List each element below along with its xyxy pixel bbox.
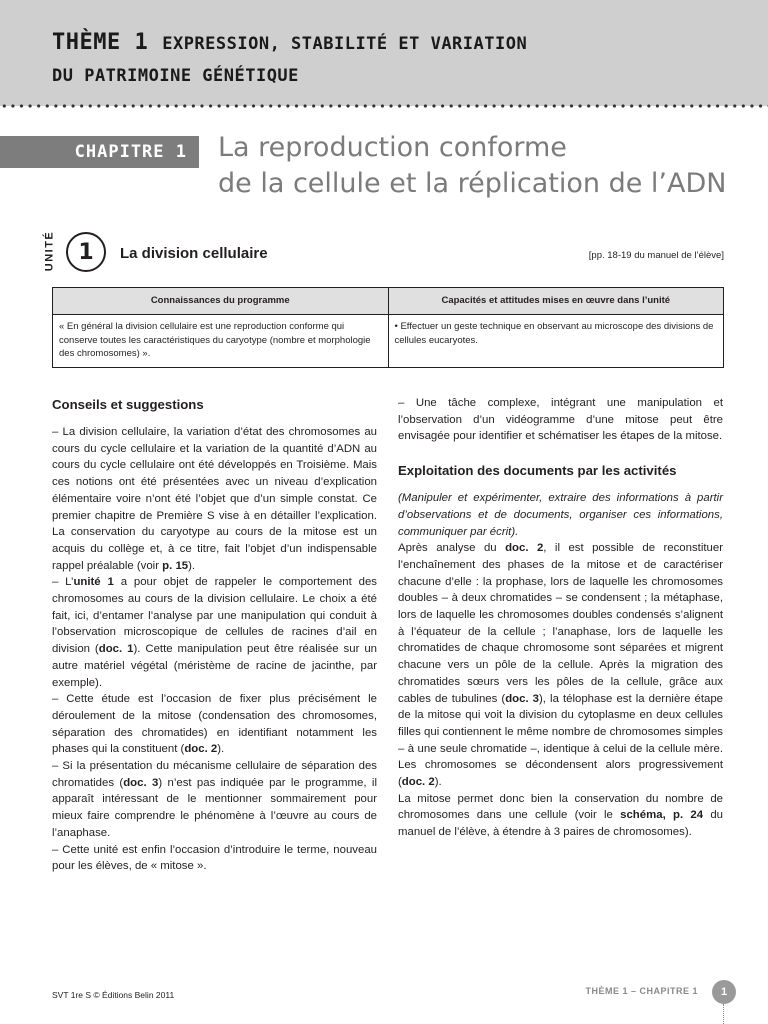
text-span: – Cette étude est l’occasion de fixer plus précisément le déroulement de la mitose (condensation des chromosomes, séparation des chromatides) en identifiant notamment les phases qui la constituent ( (52, 693, 377, 756)
text-span: – L’ (52, 576, 74, 589)
text-span: du manuel de l’élève, à étendre à 3 paires de chromosomes). (398, 809, 723, 839)
skills-note-text: (Manipuler et expérimenter, extraire des informations à partir d’observations et de documents, organiser ces informations, communiquer par écrit). (398, 492, 723, 538)
doc-reference: doc. 2 (184, 743, 218, 756)
documents-heading: Exploitation des documents par les activités (398, 463, 677, 479)
text-span: ) n’est pas indiquée par le programme, il apparaît intéressant de le mentionner sommairement pour mieux faire comprendre le phénomène à l’œuvre au cours de l’anaphase. (52, 776, 377, 839)
unit-vertical-text: UNITÉ (43, 230, 56, 272)
text-span: Après analyse du (398, 542, 506, 555)
program-table (52, 287, 724, 368)
manual-page-reference: [pp. 18-19 du manuel de l’élève] (588, 250, 724, 261)
text-span: – La division cellulaire, la variation d’état des chromosomes au cours du cycle cellulaire et la variation de la quantité d’ADN au cours du cycle cellulaire ont été développés en Troisième. Mais ces notions ont été présentées avec un niveau d’explication élémentaire voire n’ont été l’objet que d’un simple constat. Ce premier chapitre de Première S vise à en détailler l’explication. La conservation du caryotype au cours de la mitose est un acquis du collège et, à ce titre, fait l’objet d’un indispensable rappel préalable (voir (52, 426, 377, 572)
doc-reference: doc. 1 (98, 643, 134, 656)
theme-header-band (0, 0, 768, 106)
chapter-label-box (0, 136, 199, 168)
page-number-badge: 1 (712, 980, 736, 1004)
table-header-row (53, 288, 724, 315)
conclusion-paragraph (398, 791, 723, 841)
complex-task-paragraph: – Une tâche complexe, intégrant une manipulation et l’observation d’un vidéogramme d’une mitose peut être envisagée pour identifier et schématiser les étapes de la mitose. (398, 397, 723, 443)
text-span: ), la télophase est la dernière étape de la mitose qui voit la division du cytoplasme en deux cellules filles qui contiennent le même nombre de chromosomes simples – à une seule chromatide –, identique à celui de la cellule mère. Les chromosomes se décondensent alors progressivement ( (398, 692, 723, 789)
unit-title: La division cellulaire (120, 245, 268, 262)
advice-paragraph-1 (52, 424, 377, 574)
copyright-footer: SVT 1re S © Éditions Belin 2011 (52, 990, 175, 1000)
advice-paragraph-5: – Cette unité est enfin l’occasion d’introduire le terme, nouveau pour les élèves, de « mitose ». (52, 843, 377, 873)
mitosis-phases-paragraph (398, 540, 723, 791)
theme-title-line-2: DU PATRIMOINE GÉNÉTIQUE (52, 66, 299, 86)
left-column (52, 395, 377, 875)
page-reference: p. 15 (162, 559, 189, 572)
advice-paragraph-3 (52, 691, 377, 758)
doc-reference: doc. 2 (505, 542, 544, 555)
theme-label: THÈME 1 (52, 30, 149, 55)
skills-note (398, 490, 723, 540)
theme-heading-line-1 (52, 30, 527, 55)
table-cell-skills: • Effectuer un geste technique en observant au microscope des divisions de cellules eucaryotes. (388, 315, 724, 368)
unit-number-badge: 1 (66, 232, 106, 272)
text-span: , il est possible de reconstituer l’enchaînement des phases de la mitose et de caractériser chacune d’elle : la prophase, lors de laquelle les chromosomes doubles – à deux chromatides – se condensent ; la métaphase, lors de laquelle les chromosomes doubles condensés s’alignent à l’équateur de la cellule ; l’anaphase, lors de laquelle les chromatides de chaque chromosome sont séparées et migrent chacune vers un pôle de la cellule. Après la migration des chromatides sœurs vers les pôles de la cellule, grâce aux cables de tubulines ( (398, 542, 723, 705)
unit-vertical-label (42, 232, 56, 272)
text-span: ). (217, 743, 225, 756)
unit-reference: unité 1 (73, 576, 114, 589)
right-column (398, 395, 723, 841)
chapter-label: CHAPITRE 1 (74, 142, 187, 162)
doc-reference: doc. 2 (401, 776, 435, 789)
doc-reference: doc. 3 (505, 692, 540, 705)
text-span: La mitose permet donc bien la conservation du nombre de chromosomes dans une cellule (voir le (398, 792, 723, 822)
table-header-knowledge: Connaissances du programme (53, 288, 389, 315)
schema-reference: schéma, p. 24 (620, 809, 704, 822)
chapter-title-line-1: La reproduction conforme (218, 132, 567, 163)
section-footer: THÈME 1 – CHAPITRE 1 (585, 986, 698, 996)
text-span: a pour objet de rappeler le comportement des chromosomes au cours de la division cellulaire. Le choix a été fait, ici, d’entamer l’analyse par une manipulation qui conduit à l’observation microscopique de cellules de racines d’ail en division ( (52, 576, 377, 656)
advice-paragraph-4 (52, 758, 377, 842)
table-cell-knowledge: « En général la division cellulaire est une reproduction conforme qui conserve toutes les caractéristiques du caryotype (nombre et morphologie des chromosomes) ». (53, 315, 389, 368)
chapter-title-line-2: de la cellule et la réplication de l’ADN (218, 168, 727, 199)
advice-paragraph-2 (52, 574, 377, 691)
dotted-divider (0, 103, 768, 109)
advice-heading: Conseils et suggestions (52, 397, 204, 412)
table-row (53, 315, 724, 368)
theme-title-line-1: EXPRESSION, STABILITÉ ET VARIATION (162, 34, 528, 54)
text-span: ). (188, 559, 196, 572)
table-header-skills: Capacités et attitudes mises en œuvre dans l’unité (388, 288, 724, 315)
doc-reference: doc. 3 (123, 776, 159, 789)
text-span: – Si la présentation du mécanisme cellulaire de séparation des chromatides ( (52, 760, 377, 789)
text-span: ). Cette manipulation peut être réalisée sur un autre matériel végétal (méristème de racine de jacinthe, par exemple). (52, 643, 377, 689)
chapter-title (218, 130, 738, 202)
page-tick-line (723, 1004, 725, 1024)
text-span: ). (434, 776, 442, 789)
